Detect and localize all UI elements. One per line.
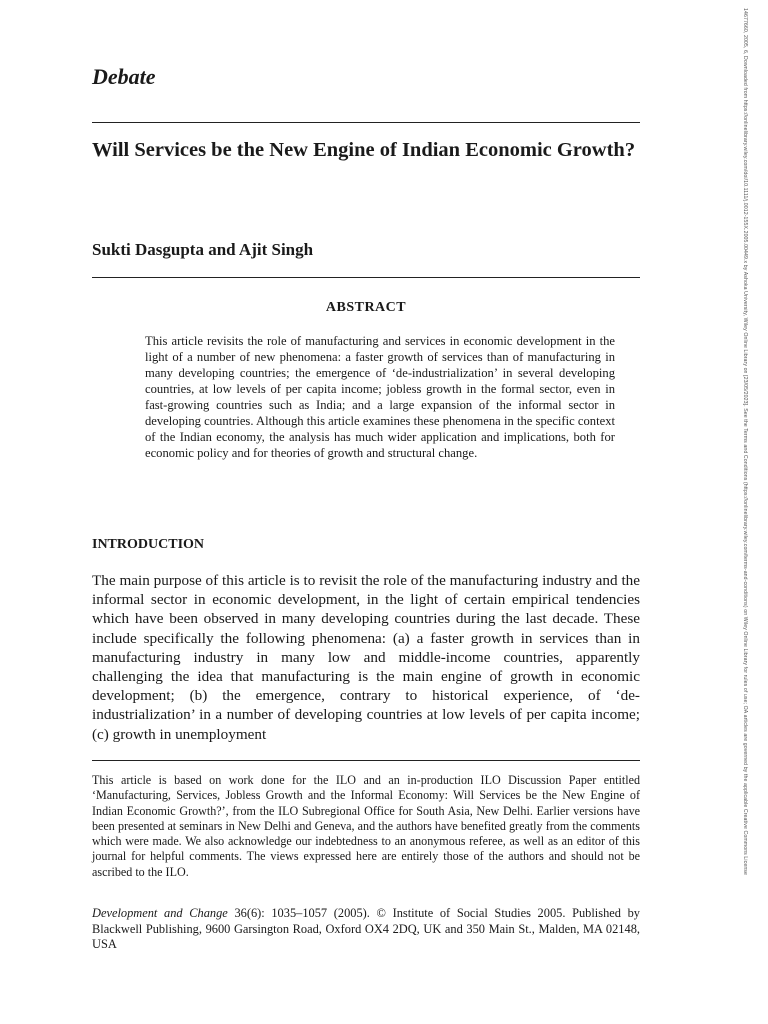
journal-name: Development and Change <box>92 906 228 920</box>
side-note-text: 14677660, 2005, 6, Downloaded from https://onlinelibrary.wiley.com/doi/10.1111/j.0012-155X.2005.00449.x by Ashoka University, Wiley Online Library on [23/05/2023]. See the Terms and Conditions (https://onlinelibrary.wiley.com/terms-and-conditions) on Wiley Online Library for rules of use; OA articles are governed by the applicable Creative Commons License <box>742 8 748 875</box>
citation-details: 36(6): 1035–1057 (2005). © Institute of Social Studies 2005. Published by Blackwell Publishing, 9600 Garsington Road, Oxford OX4 2DQ, UK and 350 Main St., Malden, MA 02148, USA <box>92 906 640 951</box>
authors: Sukti Dasgupta and Ajit Singh <box>92 240 314 259</box>
footnote-rule <box>92 760 640 761</box>
authors-rule <box>92 277 640 278</box>
download-side-note <box>734 0 764 1024</box>
introduction-heading: INTRODUCTION <box>92 537 205 552</box>
section-label: Debate <box>92 64 156 89</box>
footnote: This article is based on work done for the ILO and an in-production ILO Discussion Paper entitled ‘Manufacturing, Services, Jobless Growth and the Informal Economy: Will Services be the New Engine of Indian Economic Growth?’, from the ILO Subregional Office for South Asia, New Delhi. Earlier versions have been presented at seminars in New Delhi and Geneva, and the authors have benefited greatly from the comments which were made. We also acknowledge our indebtedness to an anonymous referee, as well as an editor of this journal for helpful comments. The views expressed here are entirely those of the authors and should not be ascribed to the ILO. <box>92 773 640 879</box>
abstract-heading: ABSTRACT <box>325 300 407 315</box>
citation <box>92 906 640 953</box>
top-rule <box>92 122 640 123</box>
abstract-body: This article revisits the role of manufacturing and services in economic development in the light of a number of new phenomena: a faster growth of services than of manufacturing in many developing countries; the emergence of ‘de-industrialization’ in several developing countries, at low levels of per capita income; jobless growth in the formal sector, even in fast-growing countries such as India; and a large expansion of the informal sector in developing countries. Although this article examines these phenomena in the specific context of the Indian economy, the analysis has much wider application and implications, both for economic policy and for theories of growth and structural change. <box>145 334 615 460</box>
article-title: Will Services be the New Engine of Indian Economic Growth? <box>92 139 636 161</box>
introduction-body: The main purpose of this article is to revisit the role of the manufacturing industry and the informal sector in economic development, in the light of certain empirical tendencies which have been observed in many developing countries during the last decade. These include specifically the following phenomena: (a) a faster growth in services than in manufacturing industry in many low and middle-income countries, apparently challenging the idea that manufacturing is the main engine of growth in economic development; (b) the emergence, contrary to historical experience, of ‘de-industrialization’ in a number of developing countries at low levels of per capita income; (c) growth in unemployment <box>92 572 640 743</box>
